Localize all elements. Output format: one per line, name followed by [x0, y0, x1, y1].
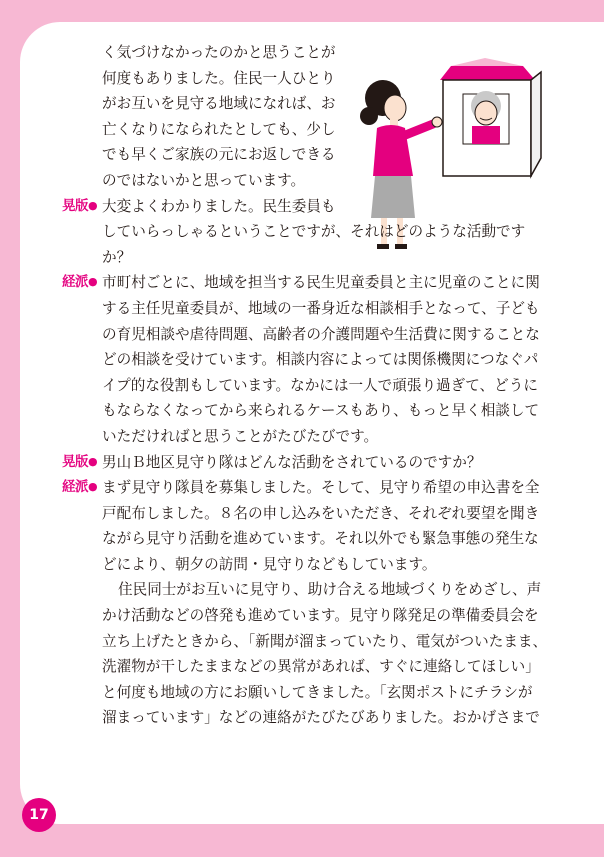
text-line: していらっしゃるということですが、それはどのような活動です	[102, 223, 526, 241]
text-line: 洗濯物が干したままなどの異常があれば、すぐに連絡してほしい」	[102, 658, 540, 676]
text-line: 戸配布しました。８名の申し込みをいただき、それぞれ要望を聞き	[102, 504, 540, 522]
bullet-icon: ●	[88, 275, 98, 289]
question-line	[62, 194, 542, 220]
text-line: 住民同士がお互いに見守り、助け合える地域づくりをめざし、声	[118, 581, 542, 599]
text-line: と何度も地域の方にお願いしてきました。「玄関ポストにチラシが	[102, 683, 533, 701]
text-line: イプ的な役割もしています。なかには一人で頑張り過ぎて、どうに	[102, 376, 538, 394]
bullet-icon: ●	[88, 198, 98, 212]
text-line: か？	[102, 248, 132, 266]
text-line: 何度もありました。住民一人ひとり	[102, 69, 336, 87]
text-line: ながら見守り活動を進めています。それ以外でも緊急事態の発生な	[102, 530, 539, 548]
text-line: がお互いを見守る地域になれば、お	[102, 95, 336, 113]
speaker-hotta: 晃版●	[62, 453, 98, 470]
text-line: でも早くご家族の元にお返しできる	[102, 146, 336, 164]
text-line: 溜まっています」などの連絡がたびたびありました。おかげさまで	[102, 709, 540, 727]
answer-line	[62, 270, 542, 296]
text-line: もならなくなってから来られるケースもあり、もっと早く相談して	[102, 402, 540, 420]
page-number: 17	[22, 798, 56, 832]
bullet-icon: ●	[88, 480, 98, 494]
text-line: 立ち上げたときから、「新聞が溜まっていたり、電気がついたまま、	[102, 632, 548, 650]
text-line: いただければと思うことがたびたびです。	[102, 427, 379, 445]
text-line: 男山Ｂ地区見守り隊はどんな活動をされているのですか？	[102, 453, 482, 471]
text-line: の育児相談や虐待問題、高齢者の介護問題や生活費に関することな	[102, 325, 540, 343]
text-line: 市町村ごとに、地域を担当する民生児童委員と主に児童のことに関	[102, 274, 540, 292]
text-line: く気づけなかったのかと思うことが	[102, 44, 336, 61]
text-line: どにより、朝夕の訪問・見守りなどもしています。	[102, 555, 437, 573]
speaker-kawagishi: 経派●	[62, 274, 98, 291]
text-line: する主任児童委員が、地域の一番身近な相談相手となって、子ども	[102, 299, 540, 317]
bullet-icon: ●	[88, 454, 98, 468]
speaker-kawagishi: 経派●	[62, 479, 98, 496]
speaker-hotta: 晃版●	[62, 197, 98, 214]
interview-text	[62, 40, 548, 731]
text-line: かけ活動などの啓発も進めています。見守り隊発足の準備委員会を	[102, 607, 539, 625]
text-line: まず見守り隊員を募集しました。そして、見守り希望の申込書を全	[102, 479, 540, 497]
text-line: 大変よくわかりました。民生委員も	[102, 197, 336, 215]
question-line	[62, 450, 542, 476]
answer-line	[62, 475, 542, 501]
text-line: のではないかと思っています。	[102, 171, 306, 189]
text-line: どの相談を受けています。相談内容によっては関係機関につなぐパ	[102, 351, 539, 369]
text-line: 亡くなりになられたとしても、少し	[102, 120, 336, 138]
